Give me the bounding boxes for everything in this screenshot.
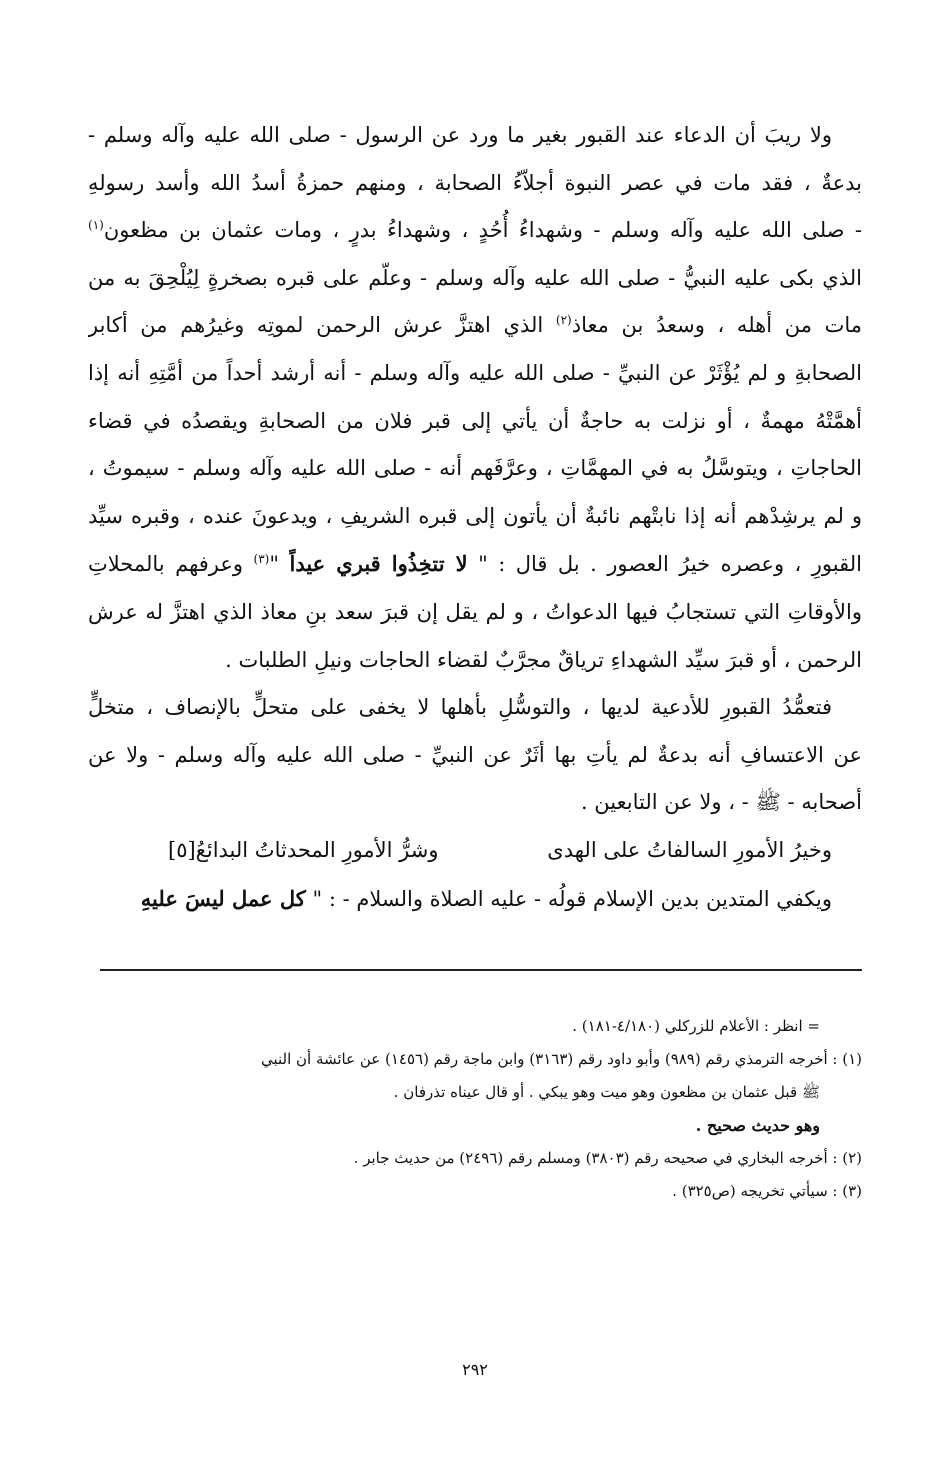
text-line: فتعمُّدُ القبورِ للأدعية لديها ، والتوسُّلِ بأهلها لا يخفى على متحلٍّ بالإنصاف ، متخلٍّ bbox=[88, 695, 832, 720]
verse-second-hemistich: وشرُّ الأمورِ المحدثاتُ البدائعُ[٥] bbox=[168, 837, 439, 862]
text-line bbox=[88, 302, 862, 350]
text-line: عن الاعتسافِ أنه بدعةٌ لم يأتِ بها أثَرٌ عن النبيِّ - صلى الله عليه وآله وسلم - ولا عن bbox=[88, 742, 862, 767]
text-line: الرحمن ، أو قبرَ سيِّد الشهداءِ ترياقٌ مجرَّبٌ لقضاء الحاجات ونيلِ الطلبات . bbox=[225, 647, 862, 672]
text-segment: مات من أهله ، وسعدُ بن معاذ bbox=[571, 313, 862, 338]
text-line: الحاجاتِ ، ويتوسَّلُ به في المهمَّاتِ ، وعرَّفَهم أنه - صلى الله عليه وآله وسلم - سيموتُ ، bbox=[88, 456, 862, 481]
footnote-continuation: = انظر : الأعلام للزركلي (٤/١٨٠-١٨١) . bbox=[572, 1017, 820, 1035]
text-line: والأوقاتِ التي تستجابُ فيها الدعواتُ ، و لم يقل إن قبرَ سعد بنِ معاذ الذي اهتزَّ له عرش bbox=[88, 599, 862, 624]
footnote-2: (٢) : أخرجه البخاري في صحيحه رقم (٣٨٠٣) ومسلم رقم (٢٤٩٦) من حديث جابر . bbox=[353, 1149, 862, 1167]
hadith-quote: لا تتخِذُوا قبري عيداً bbox=[289, 551, 468, 577]
footnote-marker: (٢) bbox=[555, 313, 572, 328]
text-line: أصحابه - ﷺ - ، ولا عن التابعين . bbox=[580, 790, 862, 815]
footnote-3: (٣) : سيأتي تخريجه (ص٣٢٥) . bbox=[672, 1182, 862, 1200]
page-number: ٢٩٢ bbox=[462, 1360, 488, 1379]
text-line: الذي بكى عليه النبيُّ - صلى الله عليه وآله وسلم - وعلّم على قبره بصخرةٍ لِيُلْحِقَ به من bbox=[88, 265, 862, 290]
footnote-separator bbox=[100, 969, 862, 971]
footnote-1: (١) : أخرجه الترمذي رقم (٩٨٩) وأبو داود رقم (٣١٦٣) وابن ماجة رقم (١٤٥٦) عن عائشة أن النبي bbox=[260, 1050, 862, 1068]
footnote-1-grade: وهو حديث صحيح . bbox=[695, 1116, 820, 1135]
text-segment: وعرفهم بالمحلاتِ bbox=[88, 552, 244, 577]
footnote-marker: (٣) bbox=[253, 552, 270, 567]
footnote-marker: (١) bbox=[88, 218, 104, 233]
text-line: الصحابةِ و لم يُؤْثَرْ عن النبيِّ - صلى الله عليه وآله وسلم - أنه أرشد أحداً من أمَّتِهِ أنه إذا bbox=[88, 360, 862, 385]
text-line bbox=[88, 875, 862, 924]
text-line: و لم يرشِدْهم أنه إذا نابتْهم نائبةٌ أن يأتون إلى قبره الشريفِ ، ويدعونَ عنده ، وقبره سيِّد bbox=[88, 503, 862, 528]
text-line: ولا ريبَ أن الدعاء عند القبور بغير ما ورد عن الرسول - صلى الله عليه وآله وسلم - bbox=[88, 123, 832, 147]
poetry-verse bbox=[88, 827, 862, 875]
text-line: بدعةٌ ، فقد مات في عصر النبوة أجلاّءُ الصحابة ، ومنهم حمزةُ أسدُ الله وأسد رسولهِ bbox=[88, 170, 862, 195]
main-text bbox=[88, 112, 862, 923]
text-segment: القبورِ ، وعصره خيرُ العصور . بل قال : " bbox=[478, 552, 862, 577]
text-segment: ويكفي المتدين بدين الإسلام قولُه - عليه الصلاة والسلام - : " bbox=[312, 886, 832, 911]
text-line bbox=[88, 207, 862, 255]
footnotes bbox=[88, 1010, 862, 1208]
verse-first-hemistich: وخيرُ الأمورِ السالفاتُ على الهدى bbox=[547, 837, 832, 862]
text-segment: - صلى الله عليه وآله وسلم - وشهداءُ أُحُدٍ ، وشهداءُ بدرٍ ، ومات عثمان بن مظعون bbox=[103, 218, 862, 243]
text-line: القبورِ ، وعصره خيرُ العصور . بل قال : " لا تتخِذُوا قبري عيداً "$^{(٣)}$ وعرفهم بالمحلاتِ bbox=[88, 551, 862, 577]
footnote-1-cont: ﷺ قبل عثمان بن مظعون وهو ميت وهو يبكي . أو قال عيناه تذرفان . bbox=[393, 1083, 820, 1101]
hadith-quote: كل عمل ليسَ عليهِ bbox=[140, 885, 306, 911]
text-line: أهمَّتْهُ مهمةٌ ، أو نزلت به حاجةٌ أن يأتي إلى قبر فلان من الصحابةِ ويقصدُه في قضاء bbox=[88, 408, 862, 433]
text-segment: الذي اهتزَّ عرش الرحمن لموتِه وغيرُهم من أكابر bbox=[88, 313, 544, 338]
